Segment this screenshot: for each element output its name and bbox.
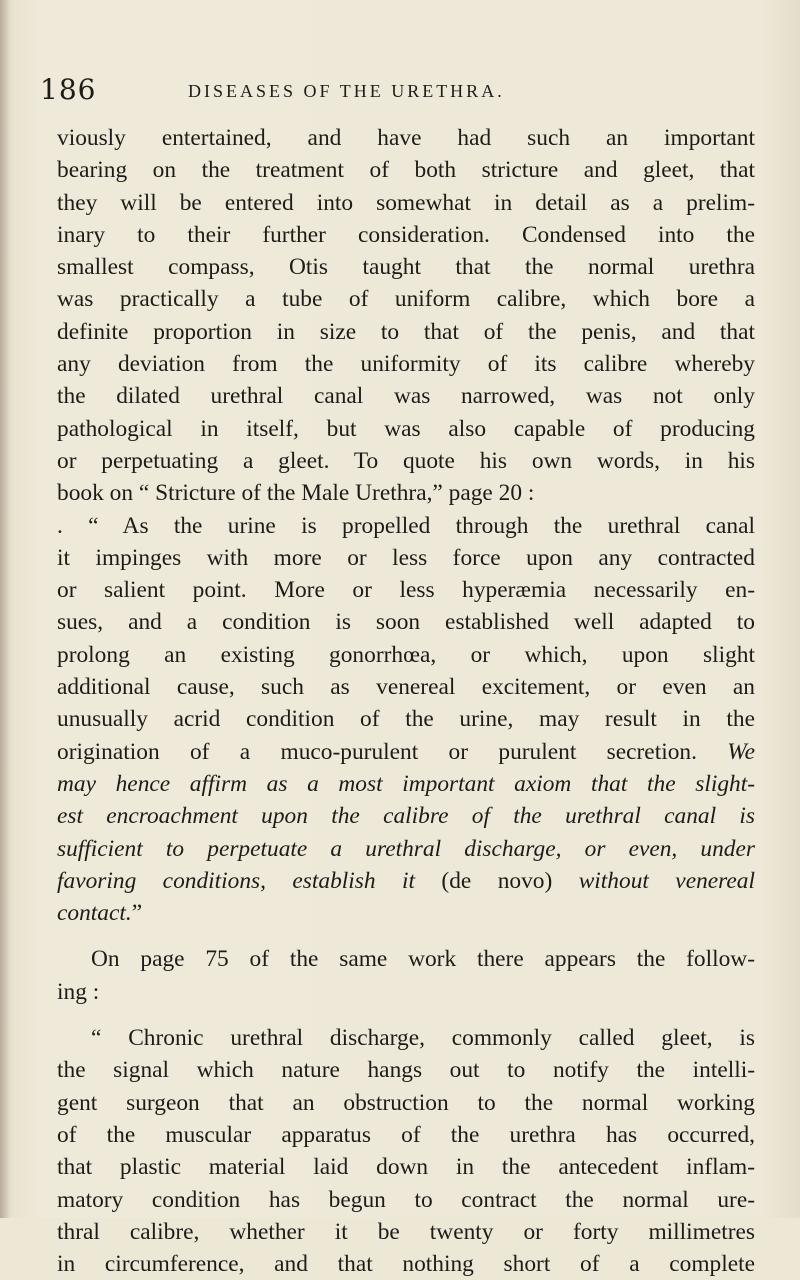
text-line: prolong an existing gonorrhœa, or which, upon slight (57, 641, 755, 668)
closing-quote: ” (131, 900, 143, 927)
italic-text: without venereal (578, 867, 755, 894)
text-line: . “ As the urine is propelled through the urethral canal (57, 512, 755, 539)
italic-text: contact. (57, 900, 132, 927)
text-line (57, 736, 755, 768)
paragraph-quote-page-75 (57, 1022, 755, 1280)
text-line: definite proportion in size to that of the penis, and that (57, 318, 755, 345)
text-line: inary to their further consideration. Condensed into the (57, 221, 755, 248)
text-line: ing : (57, 978, 100, 1005)
text-line: or perpetuating a gleet. To quote his own words, in his (57, 447, 755, 474)
paragraph-page-75-intro (57, 943, 755, 1008)
text-line: viously entertained, and have had such an important (57, 125, 755, 151)
italic-text: favoring conditions, establish it (57, 867, 415, 894)
text-line (57, 897, 755, 929)
text-line: matory condition has begun to contract the normal ure- (57, 1186, 755, 1213)
text-line: the dilated urethral canal was narrowed, was not only (57, 383, 755, 410)
text-line: thral calibre, whether it be twenty or forty millimetres (57, 1218, 755, 1245)
text-line (57, 800, 755, 832)
text-line: On page 75 of the same work there appears the follow- (91, 946, 755, 973)
text-line: that plastic material laid down in the antecedent inflam- (57, 1154, 755, 1181)
de-novo-text: (de novo) (441, 867, 553, 894)
text-line (57, 865, 755, 897)
running-head: DISEASES OF THE URETHRA. (188, 81, 505, 101)
text-line: gent surgeon that an obstruction to the normal working (57, 1089, 755, 1116)
paragraph-otis-summary (57, 122, 755, 510)
text-line (57, 833, 755, 865)
text-line: sues, and a condition is soon established well adapted to (57, 609, 755, 636)
text-line: bearing on the treatment of both stricture and gleet, that (57, 157, 755, 184)
text-line: “ Chronic urethral discharge, commonly called gleet, is (91, 1025, 755, 1052)
text-line: book on “ Stricture of the Male Urethra,” page 20 : (57, 480, 535, 507)
italic-text: sufficient to perpetuate a urethral discharge, or even, under (57, 835, 755, 862)
text-line: it impinges with more or less force upon any contracted (57, 544, 755, 571)
text-line: any deviation from the uniformity of its calibre whereby (57, 351, 755, 378)
text-line: additional cause, such as venereal excitement, or even an (57, 674, 755, 701)
text-line: they will be entered into somewhat in detail as a prelim- (57, 189, 755, 216)
text-line: smallest compass, Otis taught that the normal urethra (57, 254, 755, 281)
paragraph-quote-page-20 (57, 510, 755, 930)
text-line: was practically a tube of uniform calibre, which bore a (57, 286, 755, 313)
page-number: 186 (40, 73, 97, 106)
text-line: or salient point. More or less hyperæmia necessarily en- (57, 577, 755, 604)
text-line (57, 768, 755, 800)
text-line: of the muscular apparatus of the urethra has occurred, (57, 1121, 755, 1148)
italic-text: est encroachment upon the calibre of the urethral canal is (57, 803, 755, 830)
page-header (40, 72, 760, 108)
italic-text: We (727, 738, 755, 765)
text-line-roman: origination of a muco-purulent or purulent secretion. (57, 738, 697, 765)
body-text (57, 122, 755, 1280)
text-line: the signal which nature hangs out to notify the intelli- (57, 1057, 755, 1084)
italic-text: may hence affirm as a most important axiom that the slight- (57, 770, 755, 797)
binding-gutter-shadow (0, 0, 10, 1218)
text-line: unusually acrid condition of the urine, may result in the (57, 706, 755, 733)
text-line: in circumference, and that nothing short of a complete (57, 1251, 755, 1278)
text-line: pathological in itself, but was also capable of producing (57, 415, 755, 442)
